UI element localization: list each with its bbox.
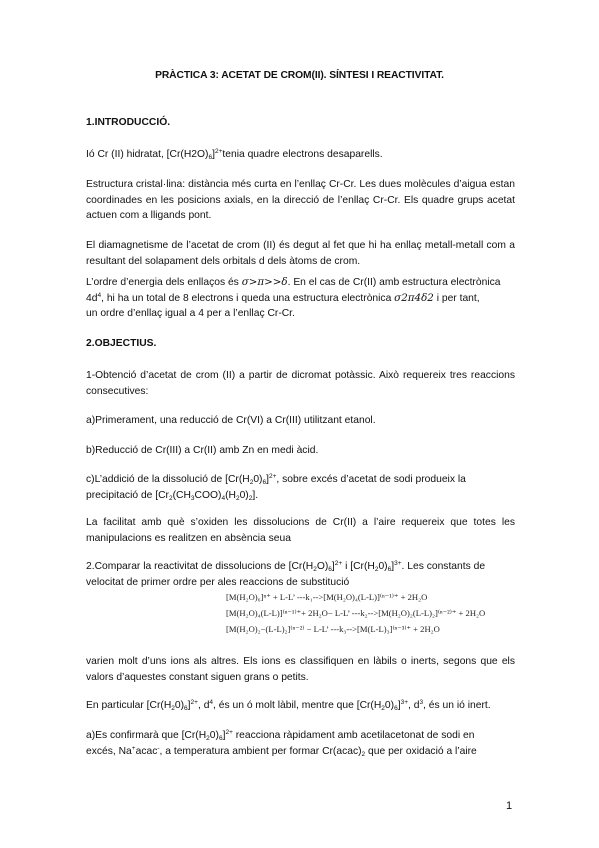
- reaction-equation-2: [M(H₂O)₄(L-L)]⁽ⁿ⁻¹⁾⁺+ 2H₂O− L-L’ ---k₂-->[M(H₂O)₂(L-L)₂]⁽ⁿ⁻²⁾⁺ + 2H₂O: [226, 608, 486, 618]
- paragraph-objective-1b: b)Reducció de Cr(III) a Cr(II) amb Zn en medi àcid.: [86, 445, 319, 456]
- paragraph-objective-1-oxidation: La facilitat amb què s’oxiden les dissolucions de Cr(II) a l’aire requereix que totes les manipulacions es realitzen en absència seua: [86, 517, 515, 544]
- section-heading-objectives: 2.OBJECTIUS.: [86, 338, 157, 349]
- paragraph-objective-2: 2.Comparar la reactivitat de dissolucions de $[Cr(H_2O)_6]^{2+}$ i $[Cr(H_20)_6]^{3+}$. Les constants de velocitat de primer ordre per ales reaccions de substitució: [86, 560, 486, 588]
- reaction-equation-1: [M(H₂O)₆]ⁿ⁺ + L-L’ ---k₁-->[M(H₂O)₄(L-L)]⁽ⁿ⁻¹⁾⁺ + 2H₂O: [226, 592, 428, 602]
- paragraph-objective-1a: a)Primerament, una reducció de Cr(VI) a Cr(III) utilitzant etanol.: [86, 415, 376, 426]
- paragraph-objective-1c: c)L’addició de la dissolució de $[Cr(H_20)_6]^{2+}$, sobre excés d’acetat de sodi produeix la precipitació de $[Cr_2(CH_3COO)_4(H_20)_2]$.: [86, 473, 466, 502]
- reaction-equation-3: [M(H₂O)₂−(L-L)₂]⁽ⁿ⁻²⁾ − L-L’ ---k₃-->[M(L-L)₃]⁽ⁿ⁻³⁾⁺ + 2H₂O: [226, 624, 440, 634]
- paragraph-objective-1: 1-Obtenció d’acetat de crom (II) a partir de dicromat potàssic. Això requereix tres reaccions consecutives:: [86, 370, 515, 397]
- paragraph-lability: varien molt d’uns ions als altres. Els ions es classifiquen en làbils o inerts, segons que els valors d’aquestes constant siguen grans o petits.: [86, 656, 515, 683]
- page-number: 1: [506, 800, 513, 812]
- section-heading-introduction: 1.INTRODUCCIÓ.: [86, 117, 171, 128]
- paragraph-bond-order: L’ordre d’energia dels enllaços és σ>π>>δ. En el cas de Cr(II) amb estructura electrònica $4d^4$, hi ha un total de 8 electrons i queda una estructura electrònica σ2π4δ2 i per tant, un ordre d’enllaç igual a 4 per a l’enllaç Cr-Cr.: [86, 276, 501, 319]
- paragraph-diamagnetism: El diamagnetisme de l’acetat de crom (II) és degut al fet que hi ha enllaç metall-metall com a resultant del solapament dels orbitals d dels àtoms de crom.: [86, 240, 515, 267]
- paragraph-crystal-structure: Estructura cristal·lina: distància més curta en l’enllaç Cr-Cr. Les dues molècules d’aigua estan coordinades en les posicions axials, en la direcció de l’enllaç Cr-Cr. Els quadre grups acetat actuen com a lligands pont.: [86, 179, 515, 221]
- document-title: PRÀCTICA 3: ACETAT DE CROM(II). SÍNTESI I REACTIVITAT.: [155, 70, 444, 81]
- paragraph-labile-inert: En particular $[Cr(H_20)_6]^{2+}$, $d^4$, és un ó molt làbil, mentre que $[Cr(H_20)_6]^{3+}$, $d^3$, és un ió inert.: [86, 699, 491, 712]
- paragraph-acac-reaction: a)Es confirmarà que $[Cr(H_20)_6]^{2+}$ reacciona ràpidament amb acetilacetonat de sodi en excés, Na+acac-, a temperatura ambient per formar $Cr(acac)_2$ que per oxidació a l’aire: [86, 729, 477, 758]
- paragraph-hydrated-ion: Ió Cr (II) hidratat, $[Cr(H2O)_6]^{2+}tenia$ quadre electrons desaparells.: [86, 148, 383, 161]
